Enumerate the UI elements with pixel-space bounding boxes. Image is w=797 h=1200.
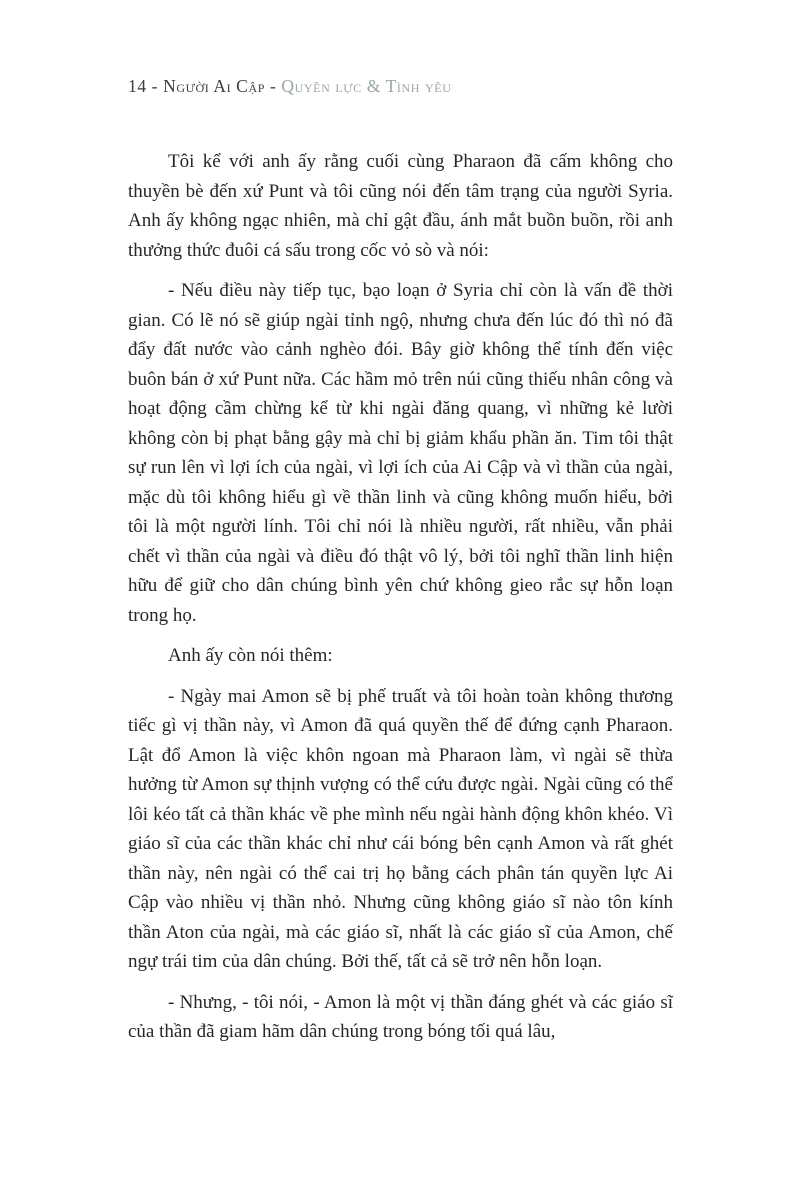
page-number-and-book-title: 14 - Người Ai Cập - xyxy=(128,76,282,96)
book-subtitle: Quyền lực & Tình yêu xyxy=(281,76,452,96)
page-header xyxy=(128,76,672,97)
paragraph-4: - Ngày mai Amon sẽ bị phế truất và tôi hoàn toàn không thương tiếc gì vị thần này, vì Amon đã quá quyền thế để đứng cạnh Pharaon. Lật đổ Amon là việc khôn ngoan mà Pharaon làm, vì ngài sẽ thừa hưởng từ Amon sự thịnh vượng có thể cứu được ngài. Ngài cũng có thể lôi kéo tất cả thần khác về phe mình nếu ngài hành động khôn khéo. Vì giáo sĩ của các thần khác chỉ như cái bóng bên cạnh Amon và rất ghét thần này, nên ngài có thể cai trị họ bằng cách phân tán quyền lực Ai Cập vào nhiều vị thần nhỏ. Nhưng cũng không giáo sĩ nào tôn kính thần Aton của ngài, mà các giáo sĩ, nhất là các giáo sĩ của Amon, chế ngự trái tim của dân chúng. Bởi thế, tất cả sẽ trở nên hỗn loạn. xyxy=(128,685,673,972)
body-text xyxy=(128,147,673,1047)
paragraph-3: Anh ấy còn nói thêm: xyxy=(168,645,333,666)
paragraph-1: Tôi kể với anh ấy rằng cuối cùng Pharaon đã cấm không cho thuyền bè đến xứ Punt và tôi cũng nói đến tâm trạng của người Syria. Anh ấy không ngạc nhiên, mà chỉ gật đầu, ánh mắt buồn buồn, rồi anh thưởng thức đuôi cá sấu trong cốc vỏ sò và nói: xyxy=(128,151,673,261)
paragraph-2: - Nếu điều này tiếp tục, bạo loạn ở Syria chỉ còn là vấn đề thời gian. Có lẽ nó sẽ giúp ngài tỉnh ngộ, nhưng chưa đến lúc đó thì nó đã đẩy đất nước vào cảnh nghèo đói. Bây giờ không thể tính đến việc buôn bán ở xứ Punt nữa. Các hầm mỏ trên núi cũng thiếu nhân công và hoạt động cầm chừng kể từ khi ngài đăng quang, vì những kẻ lười không còn bị phạt bằng gậy mà chỉ bị giảm khẩu phần ăn. Tim tôi thật sự run lên vì lợi ích của ngài, vì lợi ích của Ai Cập và vì thần của ngài, mặc dù tôi không hiểu gì về thần linh và cũng không muốn hiểu, bởi tôi là một người lính. Tôi chỉ nói là nhiều người, rất nhiều, vẫn phải chết vì thần của ngài và điều đó thật vô lý, bởi tôi nghĩ thần linh hiện hữu để giữ cho dân chúng bình yên chứ không gieo rắc sự hỗn loạn trong họ. xyxy=(128,280,673,626)
paragraph-5: - Nhưng, - tôi nói, - Amon là một vị thần đáng ghét và các giáo sĩ của thần đã giam hãm dân chúng trong bóng tối quá lâu, xyxy=(128,991,673,1042)
